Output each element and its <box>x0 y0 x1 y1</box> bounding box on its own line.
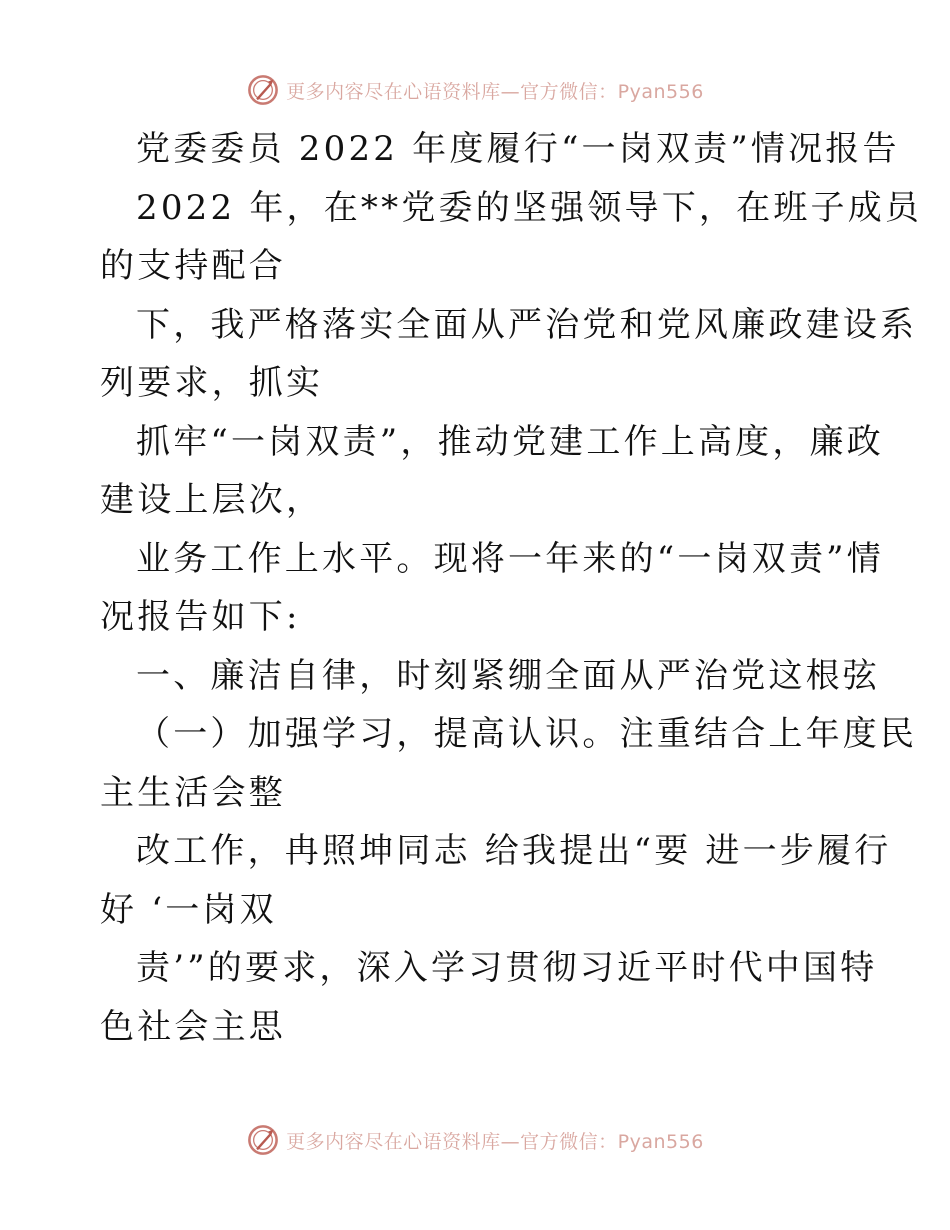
paragraph-line: 改工作，冉照坤同志 给我提出“要 进一步履行 <box>136 831 892 871</box>
document-body <box>100 120 923 1056</box>
paragraph-line: 色社会主思 <box>100 1006 286 1047</box>
pen-nib-seal-logo <box>246 73 280 107</box>
paragraph-line: 主生活会整 <box>100 772 286 813</box>
paragraph-line: 抓牢“一岗双责”，推动党建工作上高度，廉政 <box>136 421 884 462</box>
paragraph-line: 责’”的要求，深入学习贯彻习近平时代中国特 <box>136 948 878 988</box>
paragraph-line: 2022 年，在**党委的坚强领导下，在班子成员 <box>136 187 923 228</box>
pen-nib-seal-logo <box>246 1123 280 1157</box>
paragraph-line: 好 ‘一岗双 <box>100 889 277 930</box>
watermark-text-top: 更多内容尽在心语资料库—官方微信：Pyan556 <box>286 80 704 103</box>
document-title: 党委委员 2022 年度履行“一岗双责”情况报告 <box>136 129 900 169</box>
watermark-text-bottom: 更多内容尽在心语资料库—官方微信：Pyan556 <box>286 1130 704 1153</box>
paragraph-line: 况报告如下: <box>100 597 301 637</box>
paragraph-line: 业务工作上水平。现将一年来的“一岗双责”情 <box>136 538 884 579</box>
watermark-banner-bottom <box>0 1120 950 1160</box>
paragraph-line: 建设上层次， <box>100 480 324 520</box>
watermark-banner-top <box>0 70 950 110</box>
paragraph-line: 列要求，抓实 <box>100 363 324 403</box>
subsection-heading: （一）加强学习，提高认识。注重结合上年度民 <box>136 714 918 754</box>
section-heading: 一、廉洁自律，时刻紧绷全面从严治党这根弦 <box>136 655 880 696</box>
paragraph-line: 下，我严格落实全面从严治党和党风廉政建设系 <box>136 304 918 345</box>
paragraph-line: 的支持配合 <box>100 246 286 286</box>
